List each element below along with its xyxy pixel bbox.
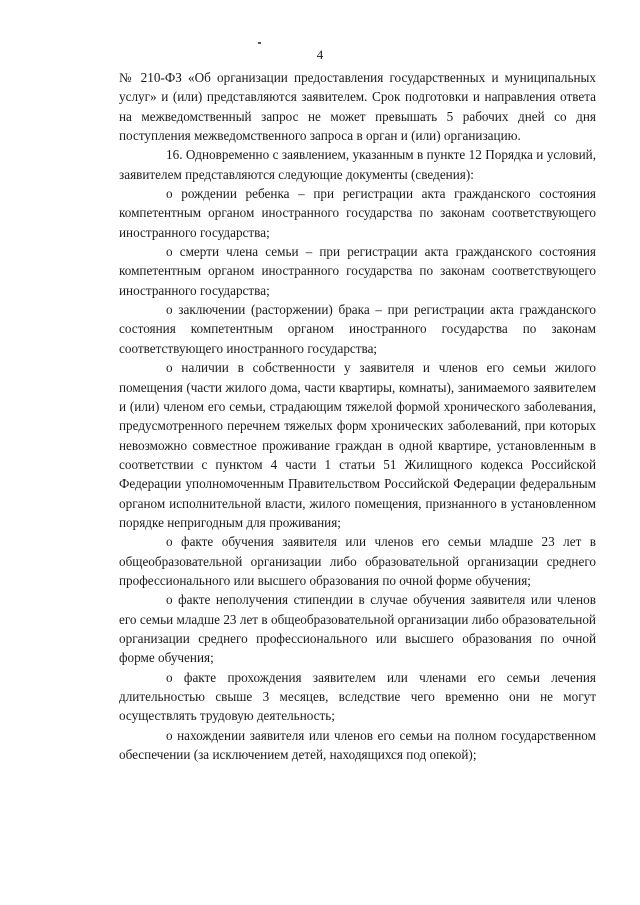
paragraph-birth: о рождении ребенка – при регистрации акта гражданского состояния компетентным органом иностранного государства по законам соответствующего иностранного государства;	[119, 186, 596, 240]
paragraph-state-support: о нахождении заявителя или членов его семьи на полном государственном обеспечении (за исключением детей, находящихся под опекой);	[119, 727, 596, 763]
document-body	[119, 68, 596, 764]
paragraph-item-16: 16. Одновременно с заявлением, указанным в пункте 12 Порядка и условий, заявителем представляются следующие документы (сведения):	[119, 147, 596, 182]
paragraph-continuation: № 210-ФЗ «Об организации предоставления государственных и муниципальных услуг» и (или) представляются заявителем. Срок подготовки и направления ответа на межведомственный запрос не может превышать 5 рабочих дней со дня поступления межведомственного запроса в орган и (или) организацию.	[119, 70, 596, 144]
paragraph-housing: о наличии в собственности у заявителя и членов его семьи жилого помещения (части жилого дома, части квартиры, комнаты), занимаемого заявителем и (или) членом его семьи, страдающим тяжелой формой хронического заболевания, предусмотренного перечнем тяжелых форм хронических заболеваний, при которых невозможно совместное проживание граждан в одной квартире, установленным в соответствии с пунктом 4 части 1 статьи 51 Жилищного кодекса Российской Федерации уполномоченным Правительством Российской Федерации федеральным органом исполнительной власти, жилого помещения, признанного в установленном порядке непригодным для проживания;	[119, 360, 596, 530]
scan-mark	[258, 42, 261, 44]
paragraph-stipend: о факте неполучения стипендии в случае обучения заявителя или членов его семьи младше 23 лет в общеобразовательной организации либо образовательной организации среднего профессионального или высшего образования по очной форме обучения;	[119, 592, 596, 666]
paragraph-education: о факте обучения заявителя или членов его семьи младше 23 лет в общеобразовательной организации либо образовательной организации среднего профессионального или высшего образования по очной форме обучения;	[119, 534, 596, 588]
paragraph-death: о смерти члена семьи – при регистрации акта гражданского состояния компетентным органом иностранного государства по законам соответствующего иностранного государства;	[119, 244, 596, 298]
page-number: 4	[316, 47, 324, 62]
paragraph-marriage: о заключении (расторжении) брака – при регистрации акта гражданского состояния компетентным органом иностранного государства по законам соответствующего иностранного государства;	[119, 302, 596, 356]
paragraph-treatment: о факте прохождения заявителем или членами его семьи лечения длительностью свыше 3 месяцев, вследствие чего временно они не могут осуществлять трудовую деятельность;	[119, 669, 596, 724]
